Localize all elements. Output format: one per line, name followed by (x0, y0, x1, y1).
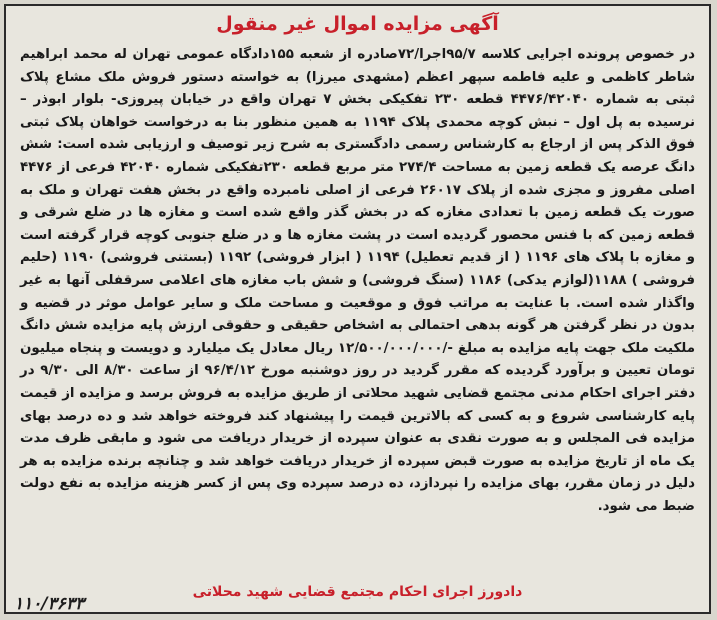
reference-number: ۱۱۰/۳۶۳۳ (14, 594, 85, 614)
notice-body (20, 44, 695, 518)
auction-notice (4, 4, 711, 614)
notice-paragraph: در خصوص پرونده اجرایی کلاسه ۹۵/۷اجرا/۷۲صادره از شعبه ۱۵۵دادگاه عمومی تهران له محمد ابراهیم شاطر کاظمی و علیه فاطمه سپهر اعظم (مشهدی میرزا) به خواسته دستور فروش ملک مشاع پلاک ثبتی به شماره ۴۴۷۶/۴۲۰۴۰ قطعه ۲۳۰ تفکیکی بخش ۷ تهران واقع در خیابان پیروزی- بلوار ابوذر – نرسیده به پل اول – نبش کوچه محمدی پلاک ۱۱۹۴ به همین منظور بنا به درخواست خواهان پلاک ثبتی فوق الذکر پس از ارجاع به کارشناس رسمی دادگستری به شرح زیر توصیف و ارزیابی شده است: شش دانگ عرصه یک قطعه زمین به مساحت ۲۷۴/۴ متر مربع قطعه ۲۳۰تفکیکی شماره ۴۲۰۴۰ فرعی از ۴۴۷۶ اصلی مفروز و مجزی شده از پلاک ۲۶۰۱۷ فرعی از اصلی نامبرده واقع در بخش هفت تهران و ملک به صورت یک قطعه زمین با تعدادی مغازه که در بخش گذر واقع شده است و مغازه ها در ضلع شرقی و قطعه زمین که با فنس محصور گردیده است در پشت مغازه ها و در ضلع جنوبی کوچه قرار گرفته است و مغازه با پلاک های ۱۱۹۶ ( از قدیم تعطیل) ۱۱۹۴ ( ابزار فروشی) ۱۱۹۲ (بستنی فروشی) ۱۱۹۰ (حلیم فروشی ) ۱۱۸۸(لوازم یدکی) ۱۱۸۶ (سنگ فروشی) و شش باب مغازه های اعلامی سرقفلی آنها به غیر واگذار شده است. با عنایت به مراتب فوق و موقعیت و مساحت ملک و سایر عوامل موثر در قضیه و بدون در نظر گرفتن هر گونه بدهی احتمالی به اشخاص حقیقی و حقوقی ارزش پایه مزایده شش دانگ ملکیت ملک جهت پایه مزایده به مبلغ -/۱۲/۵۰۰/۰۰۰/۰۰۰ ریال معادل یک میلیارد و دویست و پنجاه میلیون تومان تعیین و برآورد گردیده که مقرر گردید در روز دوشنبه مورخ ۹۶/۴/۱۲ از ساعت ۸/۳۰ الی ۹/۳۰ در دفتر اجرای احکام مدنی مجتمع قضایی شهید محلاتی از طریق مزایده به فروش برسد و مزایده از قیمت پایه کارشناسی شروع و به کسی که بالاترین قیمت را پیشنهاد کند فروخته خواهد شد و ده درصد بهای مزایده فی المجلس و به صورت نقدی به عنوان سپرده از خریدار دریافت می شود و مابقی ظرف مدت یک ماه از تاریخ مزایده به صورت قبض سپرده از خریدار دریافت خواهد شد و چنانچه برنده مزایده به هر دلیل در زمان مقرر، بهای مزایده را نپردازد، ده درصد سپرده وی پس از کسر هزینه مزایده به نفع دولت ضبط می شود. (20, 47, 696, 514)
notice-signature: دادورز اجرای احکام مجتمع قضایی شهید محلاتی (192, 584, 523, 600)
notice-title: آگهی مزایده اموال غیر منقول (216, 13, 499, 35)
